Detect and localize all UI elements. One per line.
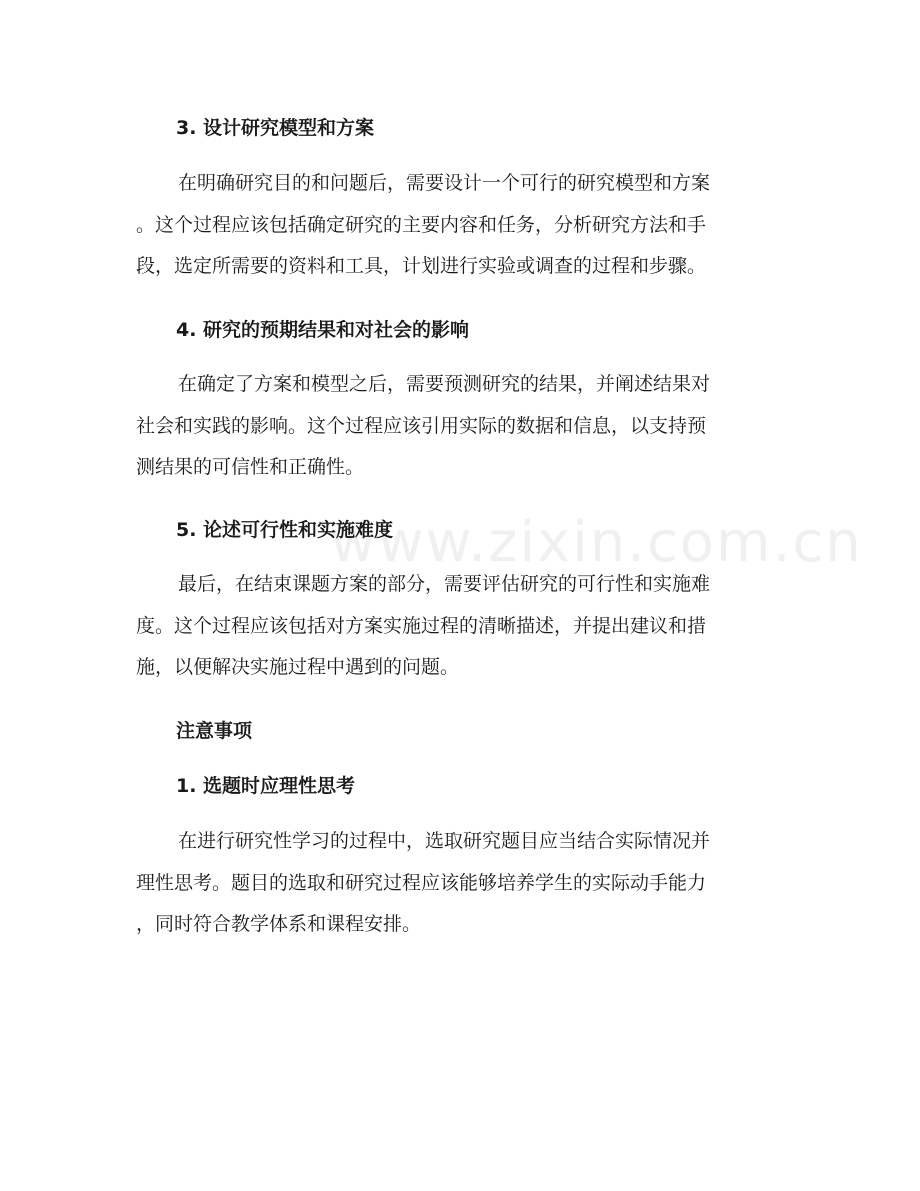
paragraph-line: 度。这个过程应该包括对方案实施过程的清晰描述，并提出建议和措 [136, 614, 707, 637]
paragraph-line: 在进行研究性学习的过程中，选取研究题目应当结合实际情况并 [178, 830, 711, 852]
paragraph-line: 理性思考。题目的选取和研究过程应该能够培养学生的实际动手能力 [136, 871, 707, 894]
paragraph-line: 在确定了方案和模型之后，需要预测研究的结果，并阐述结果对 [178, 373, 711, 395]
section-heading-4: 4. 研究的预期结果和对社会的影响 [176, 319, 470, 341]
paragraph-line: 社会和实践的影响。这个过程应该引用实际的数据和信息，以支持预 [136, 414, 707, 437]
paragraph-line: 最后，在结束课题方案的部分，需要评估研究的可行性和实施难 [178, 573, 711, 595]
notes-heading: 注意事项 [176, 720, 253, 742]
paragraph-line: ，同时符合教学体系和课程安排。 [136, 913, 422, 935]
watermark: www.zixin.com.cn [330, 510, 863, 575]
paragraph-line: 施，以便解决实施过程中遇到的问题。 [136, 656, 460, 678]
note-heading-1: 1. 选题时应理性思考 [176, 775, 356, 797]
paragraph-line: 在明确研究目的和问题后，需要设计一个可行的研究模型和方案 [178, 172, 711, 194]
section-paragraph-5 [136, 564, 786, 689]
paragraph-line: 。这个过程应该包括确定研究的主要内容和任务，分析研究方法和手 [136, 213, 707, 236]
note-paragraph-1 [136, 821, 786, 946]
paragraph-line: 段，选定所需要的资料和工具，计划进行实验或调查的过程和步骤。 [136, 255, 707, 277]
section-heading-3: 3. 设计研究模型和方案 [176, 117, 375, 139]
section-paragraph-4 [136, 364, 786, 489]
paragraph-line: 测结果的可信性和正确性。 [136, 456, 365, 478]
section-paragraph-3 [136, 163, 786, 288]
section-heading-5: 5. 论述可行性和实施难度 [176, 519, 394, 541]
